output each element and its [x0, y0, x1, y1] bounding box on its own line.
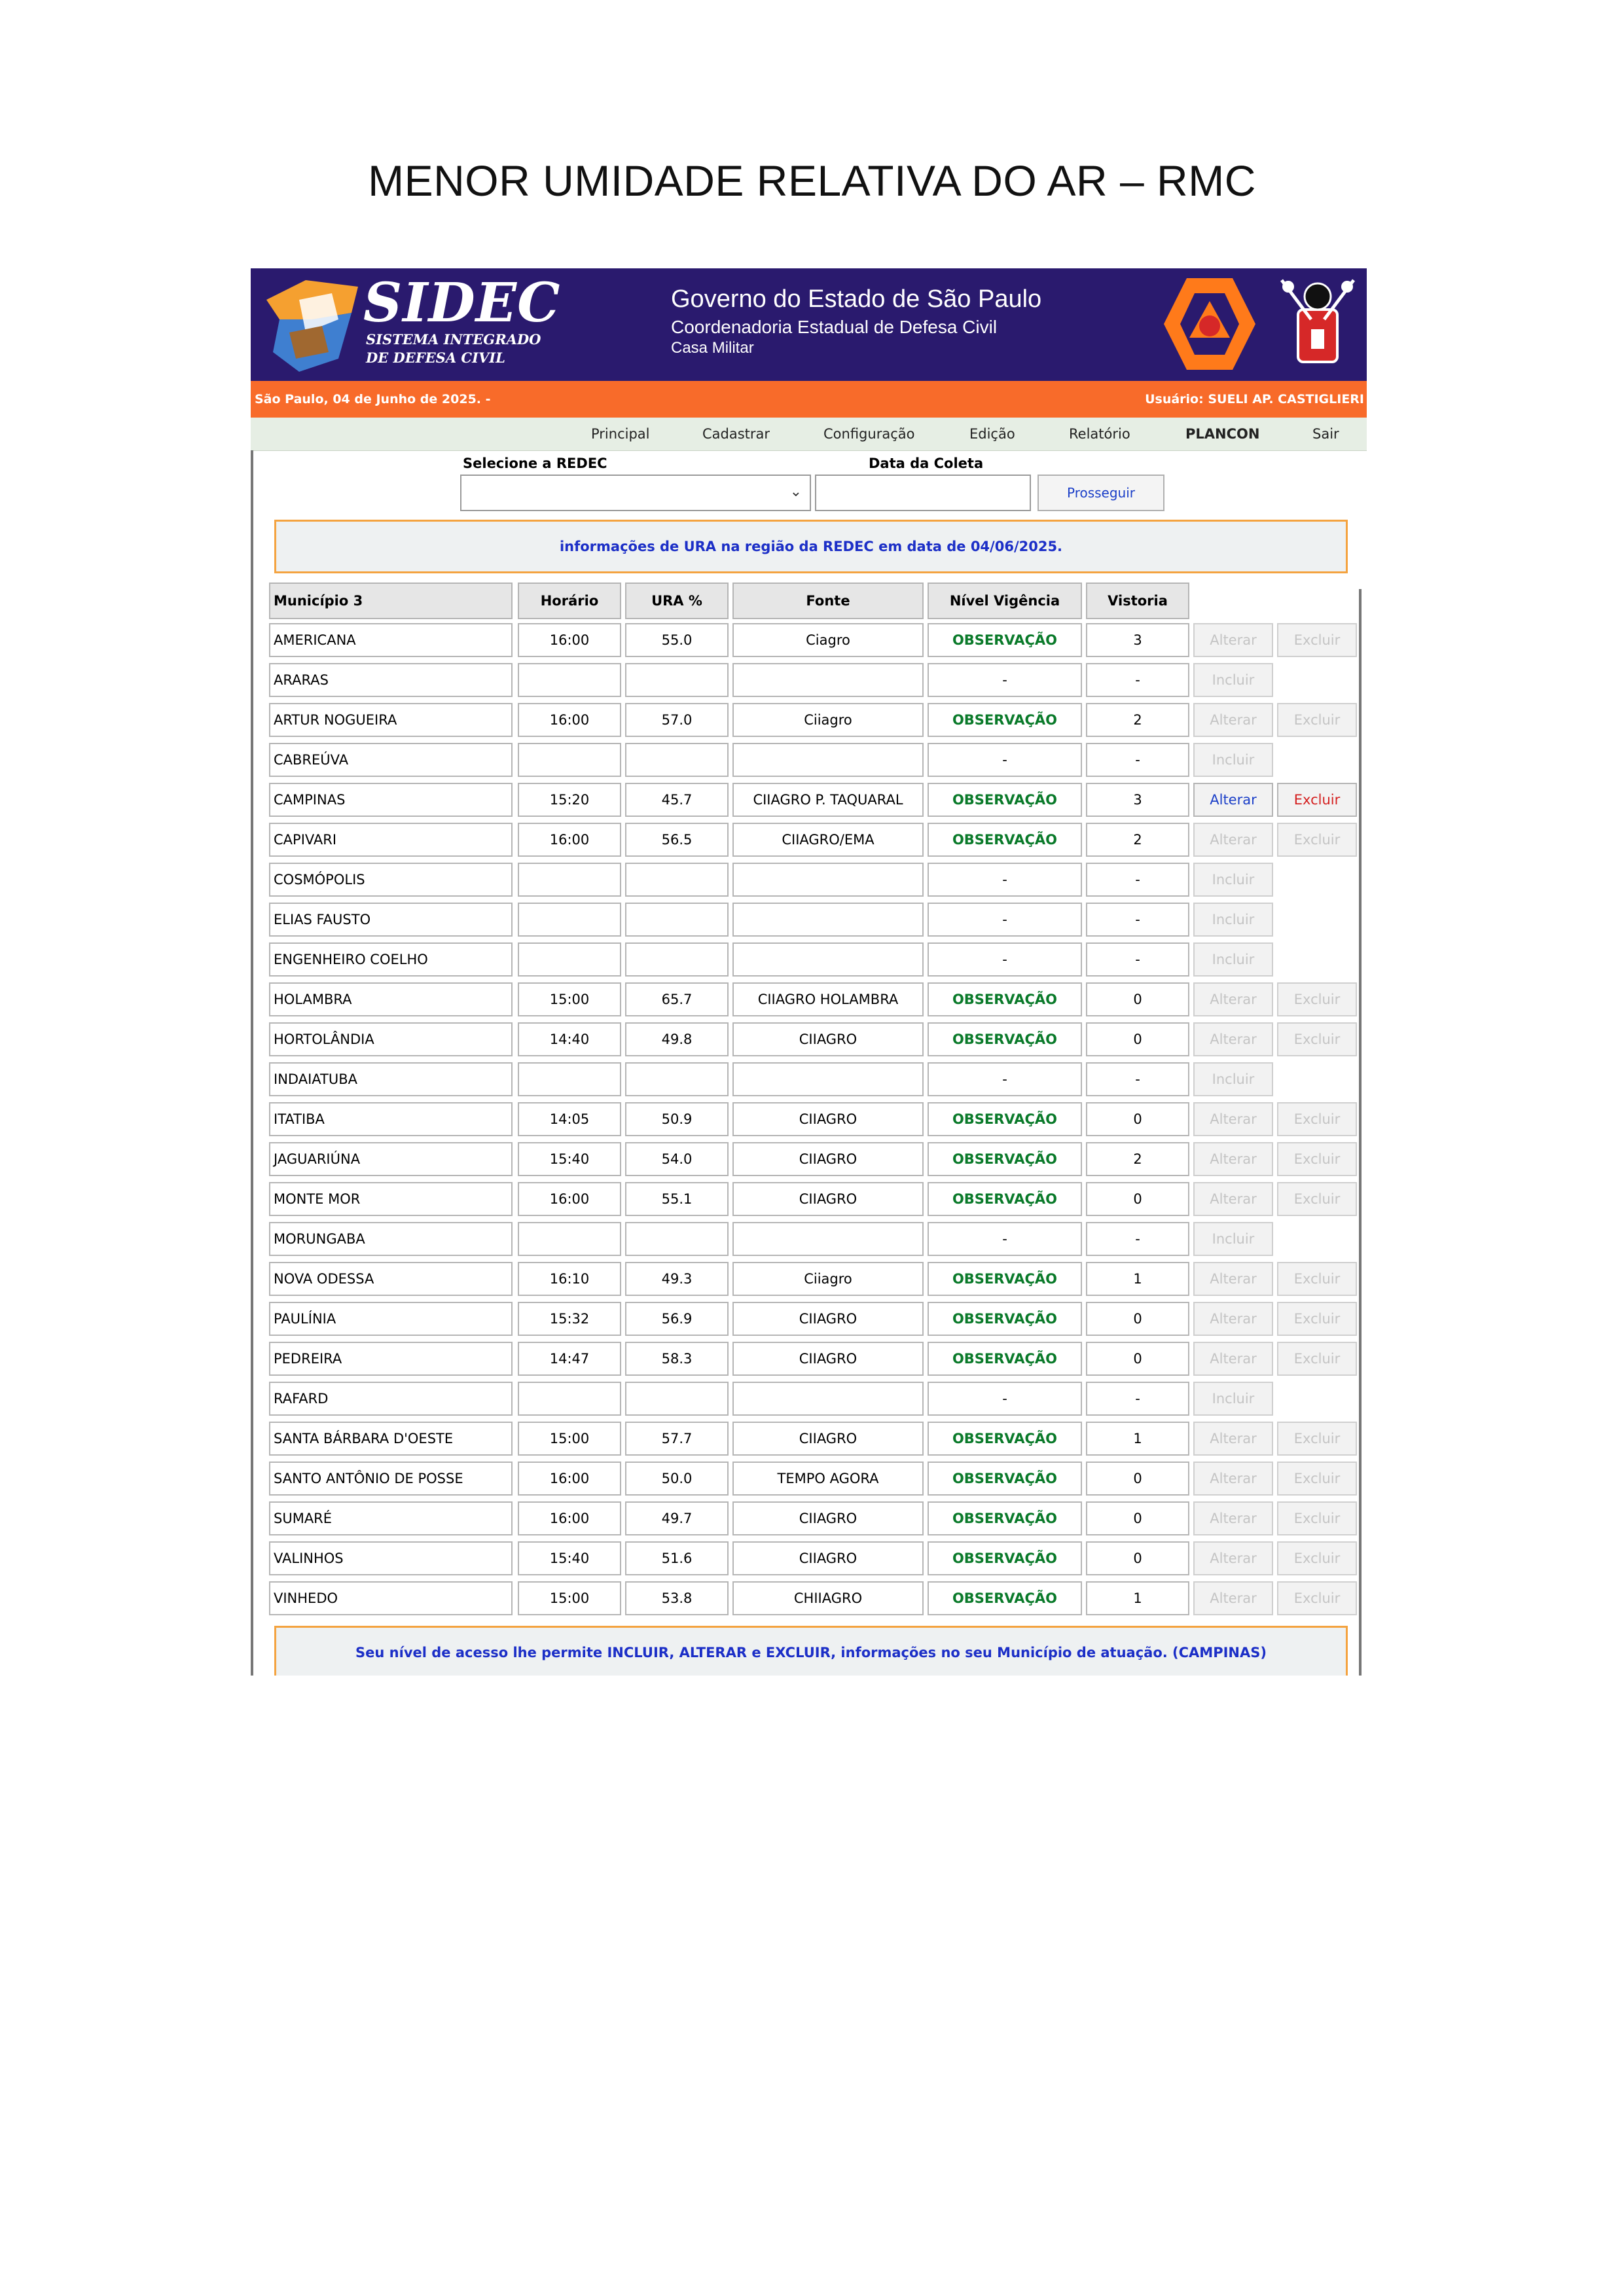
cell-vistoria: 3 [1086, 783, 1189, 817]
cell-vistoria: 0 [1086, 1022, 1189, 1056]
cell-fonte: TEMPO AGORA [732, 1462, 924, 1496]
cell-nivel: - [928, 903, 1082, 937]
incluir-button[interactable]: Incluir [1193, 1382, 1273, 1416]
cell-vistoria: 0 [1086, 982, 1189, 1016]
cell-vistoria: 0 [1086, 1462, 1189, 1496]
cell-nivel: - [928, 1062, 1082, 1096]
alterar-button[interactable]: Alterar [1193, 1581, 1273, 1615]
cell-ura: 57.0 [625, 703, 729, 737]
cell-municipio: JAGUARIÚNA [269, 1142, 513, 1176]
cell-municipio: VALINHOS [269, 1541, 513, 1575]
proceed-button[interactable]: Prosseguir [1038, 475, 1164, 511]
excluir-button[interactable]: Excluir [1277, 623, 1357, 657]
frame-border-left [251, 450, 253, 1676]
cell-vistoria: 1 [1086, 1422, 1189, 1456]
cell-ura [625, 1382, 729, 1416]
alterar-button[interactable]: Alterar [1193, 1462, 1273, 1496]
cell-fonte: CIIAGRO [732, 1422, 924, 1456]
cell-ura: 45.7 [625, 783, 729, 817]
cell-municipio: CAMPINAS [269, 783, 513, 817]
cell-horario: 15:20 [518, 783, 621, 817]
excluir-button[interactable]: Excluir [1277, 1501, 1357, 1535]
cell-fonte: CIIAGRO [732, 1102, 924, 1136]
cell-fonte: Ciiagro [732, 1262, 924, 1296]
redec-select[interactable] [460, 475, 811, 511]
header-municipio: Município 3 [269, 583, 513, 619]
cell-horario [518, 1062, 621, 1096]
cell-nivel: OBSERVAÇÃO [928, 1022, 1082, 1056]
cell-municipio: HOLAMBRA [269, 982, 513, 1016]
cell-municipio: ENGENHEIRO COELHO [269, 942, 513, 977]
cell-municipio: NOVA ODESSA [269, 1262, 513, 1296]
cell-horario: 15:32 [518, 1302, 621, 1336]
incluir-button[interactable]: Incluir [1193, 863, 1273, 897]
nav-item-cadastrar[interactable]: Cadastrar [702, 426, 770, 442]
chevron-down-icon: ⌄ [789, 484, 802, 500]
excluir-button[interactable]: Excluir [1277, 1022, 1357, 1056]
excluir-button[interactable]: Excluir [1277, 703, 1357, 737]
cell-ura: 55.0 [625, 623, 729, 657]
cell-municipio: ARTUR NOGUEIRA [269, 703, 513, 737]
cell-horario: 16:00 [518, 623, 621, 657]
sidec-logo-text: SIDEC [363, 272, 561, 334]
cell-vistoria: 0 [1086, 1102, 1189, 1136]
cell-fonte [732, 1062, 924, 1096]
cell-horario: 16:00 [518, 703, 621, 737]
cell-nivel: - [928, 863, 1082, 897]
header-nivel: Nível Vigência [928, 583, 1082, 619]
cell-municipio: CABREÚVA [269, 743, 513, 777]
cell-vistoria: 1 [1086, 1262, 1189, 1296]
header-vistoria: Vistoria [1086, 583, 1189, 619]
cell-vistoria: 0 [1086, 1501, 1189, 1535]
info-banner-top: informações de URA na região da REDEC em data de 04/06/2025. [274, 520, 1348, 573]
cell-nivel: OBSERVAÇÃO [928, 623, 1082, 657]
cell-fonte [732, 1382, 924, 1416]
cell-horario [518, 903, 621, 937]
cell-ura [625, 942, 729, 977]
header-horario: Horário [518, 583, 621, 619]
cell-nivel: - [928, 663, 1082, 697]
cell-fonte: CIIAGRO HOLAMBRA [732, 982, 924, 1016]
cell-horario: 16:00 [518, 823, 621, 857]
cell-ura: 51.6 [625, 1541, 729, 1575]
cell-nivel: OBSERVAÇÃO [928, 1342, 1082, 1376]
excluir-button[interactable]: Excluir [1277, 1422, 1357, 1456]
cell-ura: 56.5 [625, 823, 729, 857]
excluir-button[interactable]: Excluir [1277, 982, 1357, 1016]
cell-vistoria: 2 [1086, 823, 1189, 857]
cell-vistoria: 2 [1086, 1142, 1189, 1176]
cell-nivel: - [928, 942, 1082, 977]
alterar-button[interactable]: Alterar [1193, 1102, 1273, 1136]
cell-municipio: SANTO ANTÔNIO DE POSSE [269, 1462, 513, 1496]
cell-nivel: - [928, 1382, 1082, 1416]
cell-ura: 49.8 [625, 1022, 729, 1056]
cell-fonte: Ciiagro [732, 703, 924, 737]
cell-municipio: RAFARD [269, 1382, 513, 1416]
cell-vistoria: - [1086, 903, 1189, 937]
alterar-button[interactable]: Alterar [1193, 1022, 1273, 1056]
cell-fonte: CIIAGRO [732, 1541, 924, 1575]
cell-vistoria: - [1086, 863, 1189, 897]
status-user: Usuário: SUELI AP. CASTIGLIERI [1145, 392, 1364, 406]
cell-municipio: PAULÍNIA [269, 1302, 513, 1336]
cell-fonte: CIIAGRO [732, 1342, 924, 1376]
cell-nivel: OBSERVAÇÃO [928, 1102, 1082, 1136]
alterar-button[interactable]: Alterar [1193, 823, 1273, 857]
nav-item-principal[interactable]: Principal [591, 426, 650, 442]
cell-ura: 54.0 [625, 1142, 729, 1176]
alterar-button[interactable]: Alterar [1193, 1142, 1273, 1176]
alterar-button[interactable]: Alterar [1193, 1541, 1273, 1575]
cell-vistoria: - [1086, 942, 1189, 977]
header-ura: URA % [625, 583, 729, 619]
cell-nivel: OBSERVAÇÃO [928, 1142, 1082, 1176]
excluir-button[interactable]: Excluir [1277, 1142, 1357, 1176]
cell-vistoria: - [1086, 663, 1189, 697]
cell-nivel: OBSERVAÇÃO [928, 1422, 1082, 1456]
nav-item-configuracao[interactable]: Configuração [823, 426, 915, 442]
cell-ura: 55.1 [625, 1182, 729, 1216]
incluir-button[interactable]: Incluir [1193, 663, 1273, 697]
cell-horario: 14:47 [518, 1342, 621, 1376]
nav-item-edicao[interactable]: Edição [969, 426, 1015, 442]
document-title: MENOR UMIDADE RELATIVA DO AR – RMC [368, 156, 1256, 205]
cell-fonte: CIIAGRO P. TAQUARAL [732, 783, 924, 817]
cell-municipio: SUMARÉ [269, 1501, 513, 1535]
cell-nivel: OBSERVAÇÃO [928, 982, 1082, 1016]
cell-horario: 14:05 [518, 1102, 621, 1136]
cell-horario [518, 863, 621, 897]
cell-fonte [732, 663, 924, 697]
cell-fonte: CIIAGRO [732, 1142, 924, 1176]
excluir-button[interactable]: Excluir [1277, 823, 1357, 857]
cell-ura: 53.8 [625, 1581, 729, 1615]
cell-fonte [732, 942, 924, 977]
cell-nivel: - [928, 743, 1082, 777]
logo-subtitle-line1: SISTEMA INTEGRADO [366, 331, 541, 348]
cell-nivel: OBSERVAÇÃO [928, 1581, 1082, 1615]
cell-nivel: OBSERVAÇÃO [928, 1262, 1082, 1296]
excluir-button[interactable]: Excluir [1277, 1462, 1357, 1496]
department-title: Casa Militar [671, 339, 754, 357]
cell-fonte: CIIAGRO [732, 1302, 924, 1336]
cell-ura [625, 863, 729, 897]
government-title: Governo do Estado de São Paulo [671, 285, 1042, 313]
cell-vistoria: - [1086, 1382, 1189, 1416]
nav-item-relatorio[interactable]: Relatório [1069, 426, 1130, 442]
incluir-button[interactable]: Incluir [1193, 1062, 1273, 1096]
sidec-screenshot [251, 268, 1367, 1676]
alterar-button[interactable]: Alterar [1193, 1262, 1273, 1296]
cell-horario [518, 1222, 621, 1256]
excluir-button[interactable]: Excluir [1277, 1102, 1357, 1136]
cell-ura [625, 663, 729, 697]
cell-horario: 16:00 [518, 1182, 621, 1216]
excluir-button[interactable]: Excluir [1277, 1182, 1357, 1216]
cell-municipio: CAPIVARI [269, 823, 513, 857]
cell-municipio: COSMÓPOLIS [269, 863, 513, 897]
header-fonte: Fonte [732, 583, 924, 619]
alterar-button[interactable]: Alterar [1193, 703, 1273, 737]
cell-vistoria: - [1086, 743, 1189, 777]
cell-ura: 58.3 [625, 1342, 729, 1376]
cell-ura: 49.3 [625, 1262, 729, 1296]
civil-defense-emblem-icon [1161, 275, 1259, 373]
cell-ura: 50.0 [625, 1462, 729, 1496]
status-bar [251, 381, 1367, 418]
cell-vistoria: 1 [1086, 1581, 1189, 1615]
cell-nivel: - [928, 1222, 1082, 1256]
excluir-button[interactable]: Excluir [1277, 783, 1357, 817]
cell-municipio: ELIAS FAUSTO [269, 903, 513, 937]
cell-fonte: Ciagro [732, 623, 924, 657]
cell-nivel: OBSERVAÇÃO [928, 1541, 1082, 1575]
main-nav [251, 418, 1367, 451]
header-banner [251, 268, 1367, 381]
alterar-button[interactable]: Alterar [1193, 1182, 1273, 1216]
military-crest-icon [1275, 274, 1360, 376]
incluir-button[interactable]: Incluir [1193, 1222, 1273, 1256]
cell-fonte: CIIAGRO [732, 1501, 924, 1535]
excluir-button[interactable]: Excluir [1277, 1541, 1357, 1575]
alterar-button[interactable]: Alterar [1193, 1422, 1273, 1456]
cell-nivel: OBSERVAÇÃO [928, 1462, 1082, 1496]
cell-horario: 15:40 [518, 1142, 621, 1176]
alterar-button[interactable]: Alterar [1193, 623, 1273, 657]
alterar-button[interactable]: Alterar [1193, 1302, 1273, 1336]
cell-nivel: OBSERVAÇÃO [928, 1501, 1082, 1535]
cell-ura [625, 743, 729, 777]
cell-municipio: INDAIATUBA [269, 1062, 513, 1096]
cell-horario [518, 743, 621, 777]
cell-fonte [732, 1222, 924, 1256]
cell-nivel: OBSERVAÇÃO [928, 1302, 1082, 1336]
cell-vistoria: 0 [1086, 1342, 1189, 1376]
collection-date-input[interactable] [815, 475, 1031, 511]
cell-horario: 15:40 [518, 1541, 621, 1575]
cell-nivel: OBSERVAÇÃO [928, 783, 1082, 817]
cell-municipio: ITATIBA [269, 1102, 513, 1136]
cell-horario: 16:00 [518, 1462, 621, 1496]
cell-municipio: VINHEDO [269, 1581, 513, 1615]
cell-municipio: HORTOLÂNDIA [269, 1022, 513, 1056]
nav-item-sair[interactable]: Sair [1312, 426, 1339, 442]
ura-table [269, 583, 1356, 1623]
sidec-logo-icon [260, 274, 365, 376]
logo-subtitle-line2: DE DEFESA CIVIL [366, 350, 505, 366]
frame-border-right [1359, 589, 1362, 1676]
cell-fonte [732, 743, 924, 777]
cell-ura: 65.7 [625, 982, 729, 1016]
cell-vistoria: 3 [1086, 623, 1189, 657]
cell-nivel: OBSERVAÇÃO [928, 1182, 1082, 1216]
date-label: Data da Coleta [869, 456, 984, 471]
cell-horario: 16:10 [518, 1262, 621, 1296]
cell-horario [518, 663, 621, 697]
cell-fonte [732, 863, 924, 897]
cell-fonte: CIIAGRO/EMA [732, 823, 924, 857]
cell-horario [518, 1382, 621, 1416]
cell-fonte: CIIAGRO [732, 1182, 924, 1216]
cell-municipio: AMERICANA [269, 623, 513, 657]
cell-municipio: MORUNGABA [269, 1222, 513, 1256]
cell-ura: 50.9 [625, 1102, 729, 1136]
cell-fonte: CIIAGRO [732, 1022, 924, 1056]
cell-fonte [732, 903, 924, 937]
alterar-button[interactable]: Alterar [1193, 783, 1273, 817]
cell-municipio: MONTE MOR [269, 1182, 513, 1216]
excluir-button[interactable]: Excluir [1277, 1342, 1357, 1376]
cell-vistoria: 0 [1086, 1302, 1189, 1336]
cell-municipio: ARARAS [269, 663, 513, 697]
incluir-button[interactable]: Incluir [1193, 942, 1273, 977]
cell-horario: 16:00 [518, 1501, 621, 1535]
cell-vistoria: - [1086, 1062, 1189, 1096]
incluir-button[interactable]: Incluir [1193, 743, 1273, 777]
agency-title: Coordenadoria Estadual de Defesa Civil [671, 317, 998, 337]
cell-ura: 56.9 [625, 1302, 729, 1336]
cell-ura [625, 903, 729, 937]
cell-vistoria: 2 [1086, 703, 1189, 737]
access-notice: Seu nível de acesso lhe permite INCLUIR, ALTERAR e EXCLUIR, informações no seu Município de atuação. (CAMPINAS) [274, 1626, 1348, 1676]
alterar-button[interactable]: Alterar [1193, 1342, 1273, 1376]
cell-horario [518, 942, 621, 977]
cell-ura [625, 1222, 729, 1256]
cell-nivel: OBSERVAÇÃO [928, 703, 1082, 737]
cell-ura: 49.7 [625, 1501, 729, 1535]
cell-ura: 57.7 [625, 1422, 729, 1456]
alterar-button[interactable]: Alterar [1193, 1501, 1273, 1535]
excluir-button[interactable]: Excluir [1277, 1262, 1357, 1296]
cell-fonte: CHIIAGRO [732, 1581, 924, 1615]
cell-vistoria: 0 [1086, 1182, 1189, 1216]
redec-label: Selecione a REDEC [463, 456, 607, 471]
incluir-button[interactable]: Incluir [1193, 903, 1273, 937]
excluir-button[interactable]: Excluir [1277, 1302, 1357, 1336]
cell-nivel: OBSERVAÇÃO [928, 823, 1082, 857]
cell-horario: 15:00 [518, 982, 621, 1016]
cell-municipio: PEDREIRA [269, 1342, 513, 1376]
cell-vistoria: - [1086, 1222, 1189, 1256]
cell-vistoria: 0 [1086, 1541, 1189, 1575]
nav-item-plancon[interactable]: PLANCON [1185, 426, 1260, 442]
cell-ura [625, 1062, 729, 1096]
alterar-button[interactable]: Alterar [1193, 982, 1273, 1016]
status-date: São Paulo, 04 de Junho de 2025. - [255, 392, 491, 406]
excluir-button[interactable]: Excluir [1277, 1581, 1357, 1615]
cell-municipio: SANTA BÁRBARA D'OESTE [269, 1422, 513, 1456]
cell-horario: 14:40 [518, 1022, 621, 1056]
cell-horario: 15:00 [518, 1581, 621, 1615]
cell-horario: 15:00 [518, 1422, 621, 1456]
